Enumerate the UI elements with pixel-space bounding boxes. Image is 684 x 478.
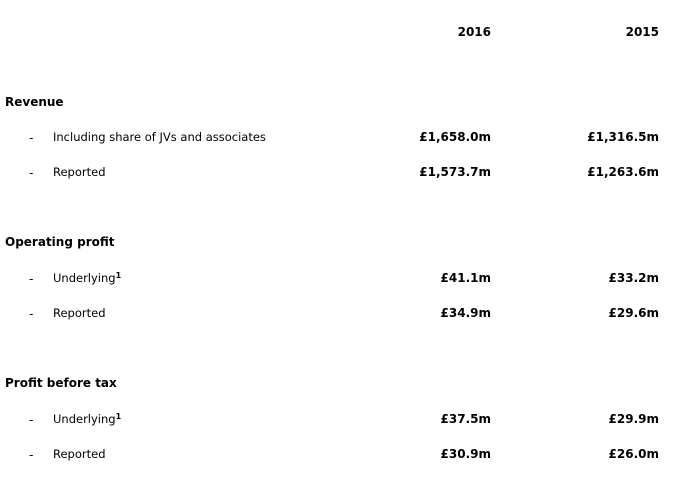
column-header-2015: 2015: [625, 25, 659, 39]
value-operating-profit-underlying-2016: £41.1m: [440, 271, 491, 285]
bullet-dash: -: [29, 166, 34, 180]
section-title-operating-profit: Operating profit: [5, 235, 115, 249]
section-title-profit-before-tax: Profit before tax: [5, 376, 117, 390]
value-revenue-including-jvs-2015: £1,316.5m: [587, 130, 659, 144]
value-profit-before-tax-reported-2015: £26.0m: [608, 447, 659, 461]
bullet-dash: -: [29, 272, 34, 286]
value-revenue-reported-2015: £1,263.6m: [587, 165, 659, 179]
row-label-profit-before-tax-underlying: Underlying$^1$: [53, 412, 122, 426]
value-profit-before-tax-underlying-2016: £37.5m: [440, 412, 491, 426]
value-operating-profit-reported-2016: £34.9m: [440, 306, 491, 320]
value-revenue-including-jvs-2016: £1,658.0m: [419, 130, 491, 144]
bullet-dash: -: [29, 307, 34, 321]
bullet-dash: -: [29, 131, 34, 145]
value-revenue-reported-2016: £1,573.7m: [419, 165, 491, 179]
row-label-profit-before-tax-reported: Reported: [53, 447, 106, 461]
section-title-revenue: Revenue: [5, 95, 64, 109]
footnote-marker: 1: [115, 271, 122, 280]
bullet-dash: -: [29, 413, 34, 427]
row-label-operating-profit-reported: Reported: [53, 306, 106, 320]
footnote-marker: 1: [115, 412, 122, 421]
value-operating-profit-reported-2015: £29.6m: [608, 306, 659, 320]
row-label-operating-profit-underlying: Underlying$^1$: [53, 271, 122, 285]
value-profit-before-tax-reported-2016: £30.9m: [440, 447, 491, 461]
row-label-revenue-including-jvs: Including share of JVs and associates: [53, 130, 266, 144]
row-label-revenue-reported: Reported: [53, 165, 106, 179]
bullet-dash: -: [29, 448, 34, 462]
column-header-2016: 2016: [457, 25, 491, 39]
value-profit-before-tax-underlying-2015: £29.9m: [608, 412, 659, 426]
value-operating-profit-underlying-2015: £33.2m: [608, 271, 659, 285]
